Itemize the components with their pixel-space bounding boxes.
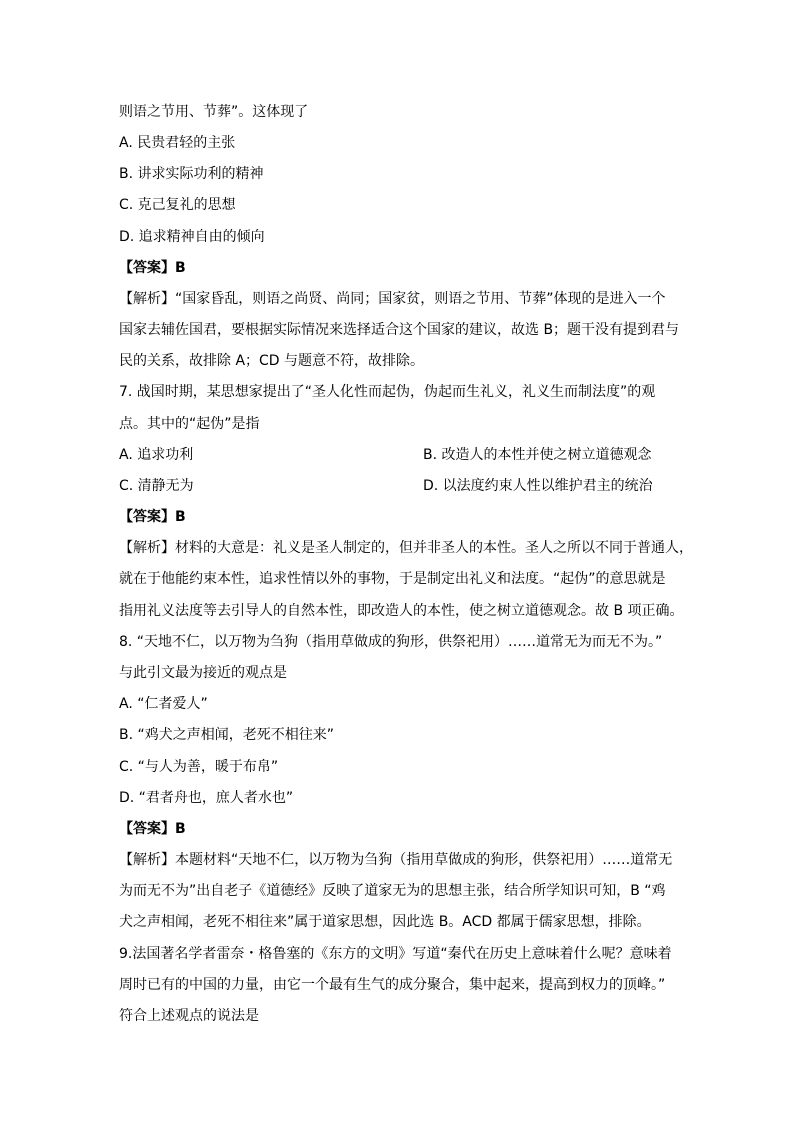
q6-option-b: B. 讲求实际功利的精神 [119, 166, 264, 182]
q8-option-c: C. “与人为善，暖于布帛” [119, 759, 279, 775]
q7-analysis-line-3: 指用礼义法度等去引导人的自然本性，即改造人的本性，使之树立道德观念。故 B 项正确。 [119, 603, 684, 619]
q7-stem-line-2: 点。其中的“起伪”是指 [119, 416, 260, 432]
q7-stem-line-1: 7. 战国时期，某思想家提出了“圣人化性而起伪，伪起而生礼义，礼义生而制法度”的观 [119, 384, 656, 400]
q9-stem-line-3: 符合上述观点的说法是 [119, 1008, 259, 1024]
q6-analysis-line-2: 国家去辅佐国君，要根据实际情况来选择适合这个国家的建议，故选 B；题干没有提到君与 [119, 322, 680, 338]
q6-option-d: D. 追求精神自由的倾向 [119, 229, 265, 245]
q8-stem-line-1: 8. “天地不仁，以万物为刍狗（指用草做成的狗形，供祭祀用）……道常无为而无不为。” [119, 634, 663, 650]
q7-analysis-line-2: 就在于他能约束本性，追求性情以外的事物，于是制定出礼义和法度。“起伪”的意思就是 [119, 571, 666, 587]
q8-analysis-line-2: 为而无不为”出自老子《道德经》反映了道家无为的思想主张，结合所学知识可知，B “鸡 [119, 883, 666, 899]
q7-option-a: A. 追求功利 [119, 447, 194, 463]
q7-answer: 【答案】B [119, 509, 186, 525]
q8-stem-line-2: 与此引文最为接近的观点是 [119, 665, 287, 681]
q8-option-d: D. “君者舟也，庶人者水也” [119, 790, 294, 806]
q7-option-c: C. 清静无为 [119, 478, 194, 494]
q8-option-b: B. “鸡犬之声相闻，老死不相往来” [119, 727, 335, 743]
q6-analysis-line-1: 【解析】“国家昏乱，则语之尚贤、尚同；国家贫，则语之节用、节葬”体现的是进入一个 [119, 291, 666, 307]
q9-stem-line-2: 周时已有的中国的力量，由它一个最有生气的成分聚合，集中起来，提高到权力的顶峰。” [119, 977, 666, 993]
q7-analysis-line-1: 【解析】材料的大意是：礼义是圣人制定的，但并非圣人的本性。圣人之所以不同于普通人， [119, 540, 693, 556]
q6-stem-tail: 则语之节用、节葬”。这体现了 [119, 104, 309, 120]
q9-stem-line-1: 9.法国著名学者雷奈・格鲁塞的《东方的文明》写道“秦代在历史上意味着什么呢？意味着 [119, 946, 672, 962]
q7-option-d: D. 以法度约束人性以维护君主的统治 [423, 478, 653, 494]
q6-analysis-line-3: 民的关系，故排除 A；CD 与题意不符，故排除。 [119, 353, 425, 369]
q8-answer: 【答案】B [119, 821, 186, 837]
q6-option-c: C. 克己复礼的思想 [119, 197, 236, 213]
q8-analysis-line-1: 【解析】本题材料“天地不仁，以万物为刍狗（指用草做成的狗形，供祭祀用）……道常无 [119, 852, 673, 868]
q6-answer: 【答案】B [119, 260, 186, 276]
q8-option-a: A. “仁者爱人” [119, 696, 208, 712]
q8-analysis-line-3: 犬之声相闻，老死不相往来”属于道家思想，因此选 B。ACD 都属于儒家思想，排除。 [119, 914, 651, 930]
q7-option-b: B. 改造人的本性并使之树立道德观念 [423, 447, 652, 463]
q6-option-a: A. 民贵君轻的主张 [119, 135, 236, 151]
